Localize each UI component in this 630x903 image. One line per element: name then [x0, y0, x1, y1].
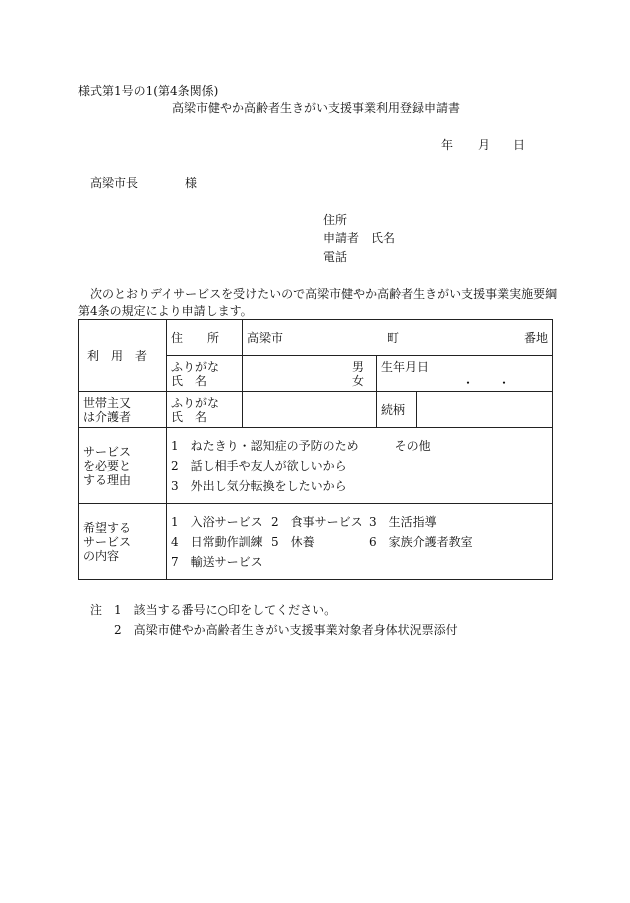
service-options-cell [167, 504, 553, 580]
service-option-5[interactable]: 5 休養 [271, 534, 315, 549]
honorific: 様 [185, 176, 198, 190]
address-banchi: 番地 [523, 330, 548, 345]
service-option-6[interactable]: 6 家族介護者教室 [369, 534, 473, 549]
note-2: 2 高梁市健やか高齢者生きがい支援事業対象者身体状況票添付 [114, 623, 458, 637]
birthdate-cell[interactable] [377, 356, 553, 392]
applicant-name-label: 氏名 [371, 231, 396, 245]
address-label: 住 所 [171, 330, 220, 345]
household-furigana-label: ふりがな [171, 395, 220, 410]
reason-label-cell [79, 428, 167, 504]
table-row [79, 428, 553, 504]
reason-label-2: を必要と [83, 458, 132, 473]
date-year: 年 [441, 138, 454, 152]
date-day: 日 [513, 138, 526, 152]
service-label-cell [79, 504, 167, 580]
address-label-cell [167, 320, 243, 356]
reason-label-1: サービス [83, 444, 132, 459]
service-label-2: サービス [83, 534, 132, 549]
service-option-4[interactable]: 4 日常動作訓練 [171, 534, 263, 549]
birthdate-dots: ・ ・ [461, 376, 510, 390]
user-label-cell [79, 320, 167, 392]
applicant-address-label: 住所 [323, 213, 348, 227]
service-label-3: の内容 [83, 548, 120, 563]
name-value-cell[interactable] [243, 356, 377, 392]
date-month: 月 [478, 138, 491, 152]
document-title: 高梁市健やか高齢者生きがい支援事業利用登録申請書 [172, 101, 461, 115]
furigana-name-label-cell [167, 356, 243, 392]
household-label-2: は介護者 [83, 409, 132, 424]
service-label-1: 希望する [83, 520, 132, 535]
household-furigana-label-cell [167, 392, 243, 428]
table-row [79, 320, 553, 356]
household-label-1: 世帯主又 [83, 395, 132, 410]
household-label-cell [79, 392, 167, 428]
intro-line-1: 次のとおりデイサービスを受けたいので高梁市健やか高齢者生きがい支援事業実施要綱 [90, 287, 558, 301]
reason-option-2[interactable]: 2 話し相手や友人が欲しいから [171, 458, 347, 473]
address-town: 町 [387, 330, 400, 345]
reason-option-1[interactable]: 1 ねたきり・認知症の予防のため [171, 438, 359, 453]
service-option-7[interactable]: 7 輸送サービス [171, 554, 263, 569]
addressee: 高梁市長 [90, 176, 139, 190]
relation-label-cell [377, 392, 417, 428]
furigana-label: ふりがな [171, 359, 220, 374]
service-option-3[interactable]: 3 生活指導 [369, 514, 437, 529]
reason-option-other[interactable]: その他 [394, 438, 431, 453]
reason-label-3: する理由 [83, 472, 132, 487]
applicant-label: 申請者 [323, 231, 360, 245]
gender-female[interactable]: 女 [351, 373, 364, 388]
address-city: 高梁市 [247, 330, 284, 345]
birthdate-label: 生年月日 [381, 360, 430, 374]
household-name-label: 氏 名 [171, 409, 208, 424]
gender-male[interactable]: 男 [351, 359, 364, 374]
service-option-2[interactable]: 2 食事サービス [271, 514, 363, 529]
household-name-value-cell[interactable] [243, 392, 377, 428]
applicant-phone-label: 電話 [323, 250, 348, 264]
reason-option-3[interactable]: 3 外出し気分転換をしたいから [171, 478, 347, 493]
service-option-1[interactable]: 1 入浴サービス [171, 514, 263, 529]
note-1: 1 該当する番号に○印をしてください。 [114, 603, 337, 617]
reason-options-cell [167, 428, 553, 504]
intro-line-2: 第4条の規定により申請します。 [78, 304, 253, 318]
table-row [79, 392, 553, 428]
table-row [79, 504, 553, 580]
address-value-cell[interactable] [243, 320, 553, 356]
user-label: 利 用 者 [87, 348, 148, 363]
note-label: 注 [90, 603, 103, 617]
form-number: 様式第1号の1(第4条関係) [78, 84, 219, 98]
name-label: 氏 名 [171, 373, 208, 388]
relation-label: 続柄 [381, 402, 406, 417]
relation-value-cell[interactable] [417, 392, 553, 428]
application-form-table [78, 319, 553, 580]
